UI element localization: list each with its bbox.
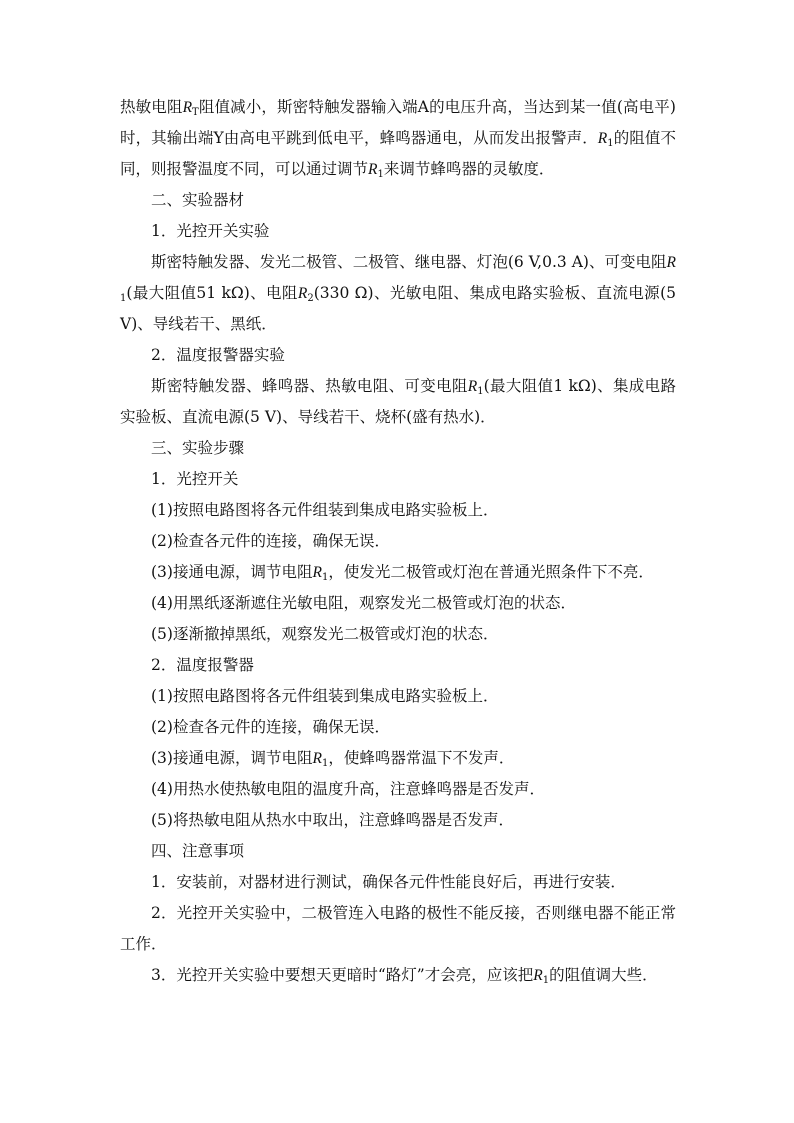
text-run: (3)接通电源，调节电阻 [151,563,313,581]
note-item: 1．安装前，对器材进行测试，确保各元件性能良好后，再进行安装． [151,873,626,891]
subscript: 2 [307,293,314,304]
step-item: (1)按照电路图将各元件组装到集成电路实验板上． [151,687,499,705]
subscript: 1 [607,138,614,149]
step-item: (5)将热敏电阻从热水中取出，注意蜂鸣器是否发声． [151,811,514,829]
subheading-light-switch-experiment: 1．光控开关实验 [151,222,270,240]
subscript: 1 [477,386,484,397]
step-item: (2)检查各元件的连接，确保无误． [151,718,390,736]
text-run: 的阻值不同，则报警温度不同，可以通过调节 [120,129,676,178]
equipment-list-light-switch [120,247,676,340]
symbol: R [368,161,378,178]
step-item: (5)逐渐撤掉黑纸，观察发光二极管或灯泡的状态． [151,625,499,643]
text-run: 热敏电阻 [120,98,183,116]
section-heading-equipment: 二、实验器材 [151,191,245,209]
step-item [120,743,676,774]
intro-paragraph [120,92,676,185]
text-run: 阻值减小，斯密特触发器输入端A的电压升高，当达到某一值(高电平)时，其输出端Y由高电平跳到低电平，蜂鸣器通电，从而发出报警声． [120,98,676,147]
text-run: 斯密特触发器、蜂鸣器、热敏电阻、可变电阻 [151,377,468,395]
subscript: T [192,107,199,118]
document-body [120,92,676,991]
section-heading-steps: 三、实验步骤 [151,439,245,457]
text-run: 3．光控开关实验中要想天更暗时“路灯”才会亮，应该把 [151,966,534,984]
step-item [120,557,676,588]
text-run: 来调节蜂鸣器的灵敏度． [383,160,555,178]
symbol: R [297,285,308,302]
section-heading-notes: 四、注意事项 [151,842,245,860]
step-item: (2)检查各元件的连接，确保无误． [151,532,390,550]
step-item: (4)用黑纸逐渐遮住光敏电阻，观察发光二极管或灯泡的状态． [151,594,576,612]
symbol: R [312,750,322,767]
subscript: 1 [321,758,329,769]
symbol: R [467,378,478,395]
text-run: (3)接通电源，调节电阻 [151,749,313,767]
text-run: (330 Ω)、光敏电阻、集成电路实验板、直流电源(5 V)、导线若干、黑纸． [120,284,676,333]
text-run: ，使蜂鸣器常温下不发声． [328,749,515,767]
text-run: ，使发光二极管或灯泡在普通光照条件下不亮． [328,563,654,581]
subheading-temperature-alarm-experiment: 2．温度报警器实验 [151,346,285,364]
subheading-light-switch: 1．光控开关 [151,470,239,488]
subscript: 1 [377,169,384,180]
text-run: 的阻值调大些． [549,966,658,984]
subscript: 1 [542,975,550,986]
step-item: (1)按照电路图将各元件组装到集成电路实验板上． [151,501,499,519]
note-item [120,960,676,991]
subscript: 1 [321,572,329,583]
equipment-list-temperature-alarm [120,371,676,433]
symbol: R [182,99,193,116]
text-run: (最大阻值51 kΩ)、电阻 [126,284,298,302]
subheading-temperature-alarm: 2．温度报警器 [151,656,254,674]
symbol: R [597,130,608,147]
text-run: 斯密特触发器、发光二极管、二极管、继电器、灯泡(6 V,0.3 A)、可变电阻 [151,253,667,271]
symbol: R [533,967,543,984]
step-item: (4)用热水使热敏电阻的温度升高，注意蜂鸣器是否发声． [151,780,545,798]
note-item: 2．光控开关实验中，二极管连入电路的极性不能反接，否则继电器不能正常工作． [120,904,676,953]
symbol: R [666,254,676,271]
text-run: (最大阻值1 kΩ)、集成电路实验板、直流电源(5 V)、导线若干、烧杯(盛有热水)． [120,377,676,426]
subscript: 1 [120,293,127,304]
symbol: R [312,564,322,581]
